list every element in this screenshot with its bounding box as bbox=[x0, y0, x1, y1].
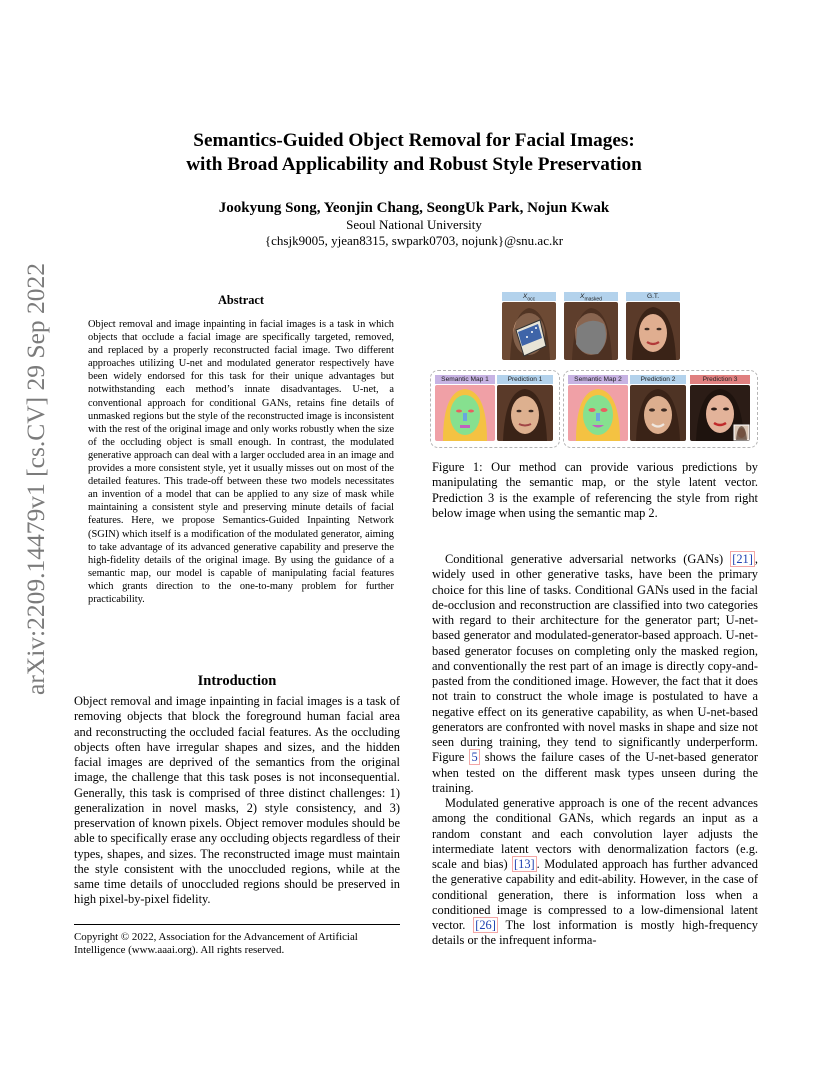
semantic-map-1-image bbox=[435, 385, 495, 441]
abstract-heading: Abstract bbox=[217, 293, 265, 307]
text-span: Conditional generative adversarial networks (GANs) bbox=[445, 552, 724, 566]
label-semantic-map-2: Semantic Map 2 bbox=[568, 375, 628, 384]
prediction-3-image bbox=[690, 385, 750, 441]
citation-13-link[interactable]: [13] bbox=[514, 857, 535, 871]
ground-truth-face-image bbox=[626, 302, 680, 360]
figure-5-link[interactable]: 5 bbox=[471, 750, 478, 765]
prediction-1-image bbox=[497, 385, 553, 441]
text-span: shows the failure cases of the U-net-based generator when tested on the different mask types unseen during the training. bbox=[432, 750, 758, 795]
label-ground-truth: G.T. bbox=[626, 292, 680, 301]
text-span: Modulated generative approach is one of the recent advances among the conditional GANs, which regards an input as a random constant and each convolution layer adjusts the intermediate latent vectors with denormalization factors (e.g. scale and bias) bbox=[432, 796, 758, 871]
right-paragraph-1 bbox=[432, 552, 758, 796]
text-span: The lost information is mostly high-frequency details or the infrequent informa- bbox=[432, 918, 758, 948]
figure-1 bbox=[424, 290, 764, 450]
label-prediction-1: Prediction 1 bbox=[497, 375, 553, 384]
right-column-body bbox=[432, 552, 758, 949]
abstract-text: Object removal and image inpainting in facial images is a task in which objects that occlude a facial image are specifically targeted, removed, and replaced by a properly reconstructed facial image. Two different approaches utilizing U-net and modulated generator respectively have been widely endorsed for this task for their unique advantages but notwithstanding each method’s innate disadvantages. U-net, a conventional approach for conditional GANs, retains fine details of unmasked regions but the style of the reconstructed image is inconsistent with the rest of the original image and only works robustly when the size of the occluding object is small enough. In contrast, the modulated generative approach can deal with a larger occluded area in an image and provides a more consistent style, yet it usually misses out on most of the detailed features. This trade-off between these two models necessitates an invention of a model that can be applied to any size of mask while maintaining a consistent style and preserving minute details of facial features. Here, we propose Semantics-Guided Inpainting Network (SGIN) which itself is a modification of the modulated generator, aiming to take advantage of its advanced generative capability and preserve the high-fidelity details of the original image. By using the guidance of a semantic map, our model is capable of manipulating facial features which grants direction to the one-to-many problem for further practicability. bbox=[88, 319, 394, 605]
paper-title-line-2: with Broad Applicability and Robust Style Preservation bbox=[186, 154, 642, 175]
introduction-paragraph: Object removal and image inpainting in facial images is a task of removing objects that block the foreground human facial area and reconstructing the occluded facial features. As the occluding objects often have irregular shapes and sizes, and the hidden facial images are deprived of the semantics from the original image, the challenge that this task poses is not inconsequential. Generally, this task is comprised of three distinct challenges: 1) generalization in novel masks, 2) style consistency, and 3) preservation of known pixels. Object remover modules should be able to specifically erase any occluding objects regardless of their types, shapes, and sizes. The reconstructed image must maintain the style consistent with the unoccluded regions, while at the same time details of unoccluded regions should be preserved in high pixel-by-pixel fidelity. bbox=[74, 694, 400, 907]
prediction-2-image bbox=[630, 385, 686, 441]
paper-title-line-1: Semantics-Guided Object Removal for Facial Images: bbox=[193, 130, 635, 151]
occluded-face-image bbox=[502, 302, 556, 360]
authors: Jookyung Song, Yeonjin Chang, SeongUk Park, Nojun Kwak bbox=[218, 200, 610, 216]
abstract-body bbox=[88, 318, 394, 606]
introduction-heading: Introduction bbox=[197, 673, 277, 689]
author-emails: {chsjk9005, yjean8315, swpark0703, nojunk}@snu.ac.kr bbox=[264, 233, 564, 248]
masked-face-image bbox=[564, 302, 618, 360]
citation-26-link[interactable]: [26] bbox=[475, 918, 496, 932]
affiliation: Seoul National University bbox=[346, 217, 482, 232]
label-prediction-3: Prediction 3 bbox=[690, 375, 750, 384]
label-semantic-map-1: Semantic Map 1 bbox=[435, 375, 495, 384]
copyright-footnote: Copyright © 2022, Association for the Advancement of Artificial Intelligence (www.aaai.org). All rights reserved. bbox=[74, 924, 400, 958]
right-paragraph-2 bbox=[432, 796, 758, 949]
introduction-body bbox=[74, 694, 400, 908]
semantic-map-2-image bbox=[568, 385, 628, 441]
figure-1-caption: Figure 1: Our method can provide various predictions by manipulating the semantic map, or the style latent vector. Prediction 3 is the example of referencing the style from right below image when using the semantic map 2. bbox=[432, 460, 758, 520]
label-x-occ: $X_{occ}$ bbox=[502, 292, 556, 301]
citation-21-link[interactable]: [21] bbox=[732, 552, 753, 566]
arxiv-identifier: arXiv:2209.14479v1 [cs.CV] 29 Sep 2022 bbox=[21, 262, 50, 695]
label-x-masked: $X_{masked}$ bbox=[564, 292, 618, 301]
label-prediction-2: Prediction 2 bbox=[630, 375, 686, 384]
text-span: . Modulated approach has further advanced the generative capability and edit-ability. However, in the case of conditional generation, there is information loss when a conditioned image is compressed to a low-dimensional latent vector. bbox=[432, 857, 758, 932]
text-span: , widely used in other generative tasks, have been the primary choice for this line of tasks. Conditional GANs used in the facial de-occlusion and reconstruction are classified into two categories with regard to their architecture for the generator part; U-net-based generator and modulated-generator-based approach. U-net-based generator focuses on completing only the masked region, and conventionally the rest part of an image is directly copy-and-pasted from the conditioned image. However, the fact that it does not train to construct the whole image is postulated to have a negative effect on its generative capability, as when U-net-based generators are confronted with novel masks in shape and size not seen during training, they tend to significantly underperform. Figure bbox=[432, 552, 758, 765]
